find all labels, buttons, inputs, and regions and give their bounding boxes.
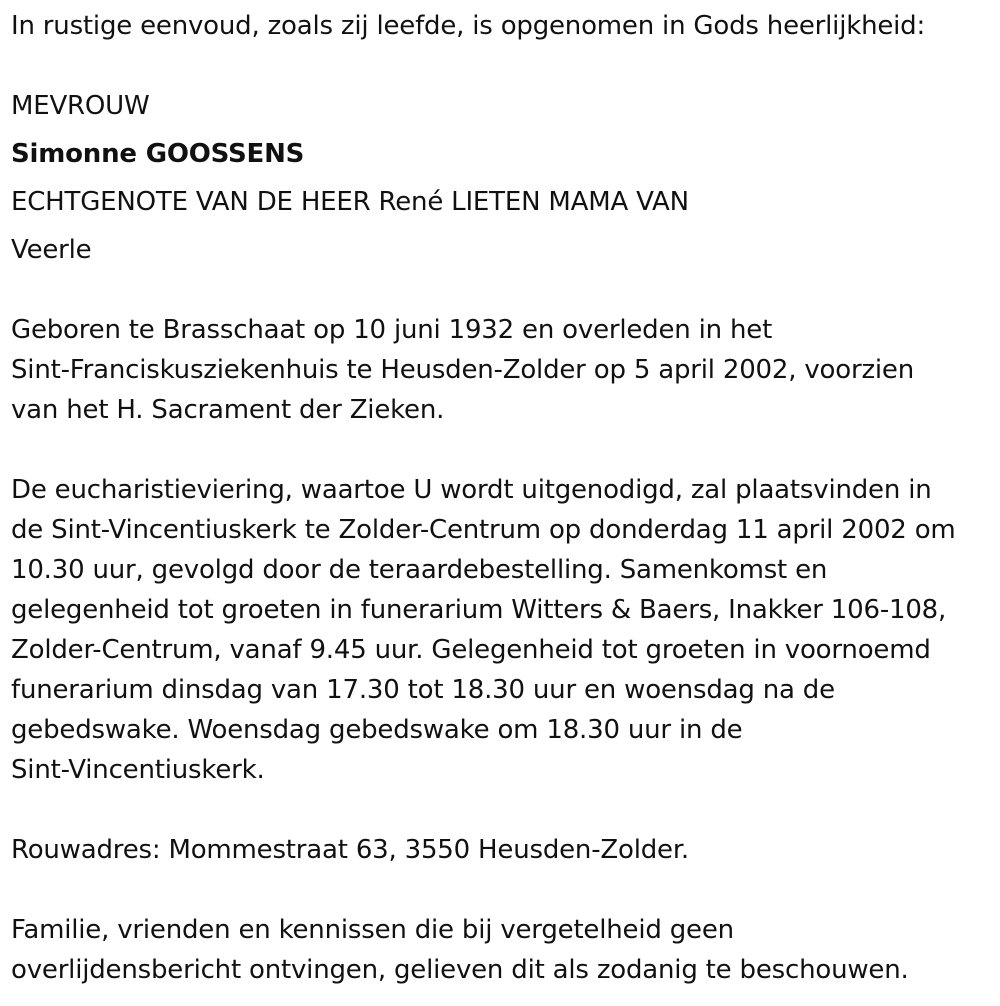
birth-death-line: Geboren te Brasschaat op 10 juni 1932 en overleden in het xyxy=(11,315,773,345)
ceremony-line: de Sint-Vincentiuskerk te Zolder-Centrum op donderdag 11 april 2002 om xyxy=(11,515,956,545)
ceremony-line: 10.30 uur, gevolgd door de teraardebestelling. Samenkomst en xyxy=(11,555,828,585)
birth-death-line: van het H. Sacrament der Zieken. xyxy=(11,395,445,425)
ceremony-line: Sint-Vincentiuskerk. xyxy=(11,755,265,785)
title-prefix: MEVROUW xyxy=(11,91,150,121)
closing-line: overlijdensbericht ontvingen, gelieven dit als zodanig te beschouwen. xyxy=(11,955,909,985)
ceremony-line: Zolder-Centrum, vanaf 9.45 uur. Gelegenheid tot groeten in voornoemd xyxy=(11,635,931,665)
ceremony-line: gebedswake. Woensdag gebedswake om 18.30 uur in de xyxy=(11,715,743,745)
birth-death-line: Sint-Franciskusziekenhuis te Heusden-Zolder op 5 april 2002, voorzien xyxy=(11,355,914,385)
ceremony-line: funerarium dinsdag van 17.30 tot 18.30 uur en woensdag na de xyxy=(11,675,835,705)
spouse-line: ECHTGENOTE VAN DE HEER René LIETEN MAMA VAN xyxy=(11,187,689,217)
closing-line: Familie, vrienden en kennissen die bij vergetelheid geen xyxy=(11,915,734,945)
deceased-name: Simonne GOOSSENS xyxy=(11,139,305,169)
intro-text: In rustige eenvoud, zoals zij leefde, is opgenomen in Gods heerlijkheid: xyxy=(11,11,926,41)
child-name: Veerle xyxy=(11,235,92,265)
ceremony-line: De eucharistieviering, waartoe U wordt uitgenodigd, zal plaatsvinden in xyxy=(11,475,932,505)
mourning-address: Rouwadres: Mommestraat 63, 3550 Heusden-Zolder. xyxy=(11,835,690,865)
ceremony-line: gelegenheid tot groeten in funerarium Witters & Baers, Inakker 106-108, xyxy=(11,595,947,625)
